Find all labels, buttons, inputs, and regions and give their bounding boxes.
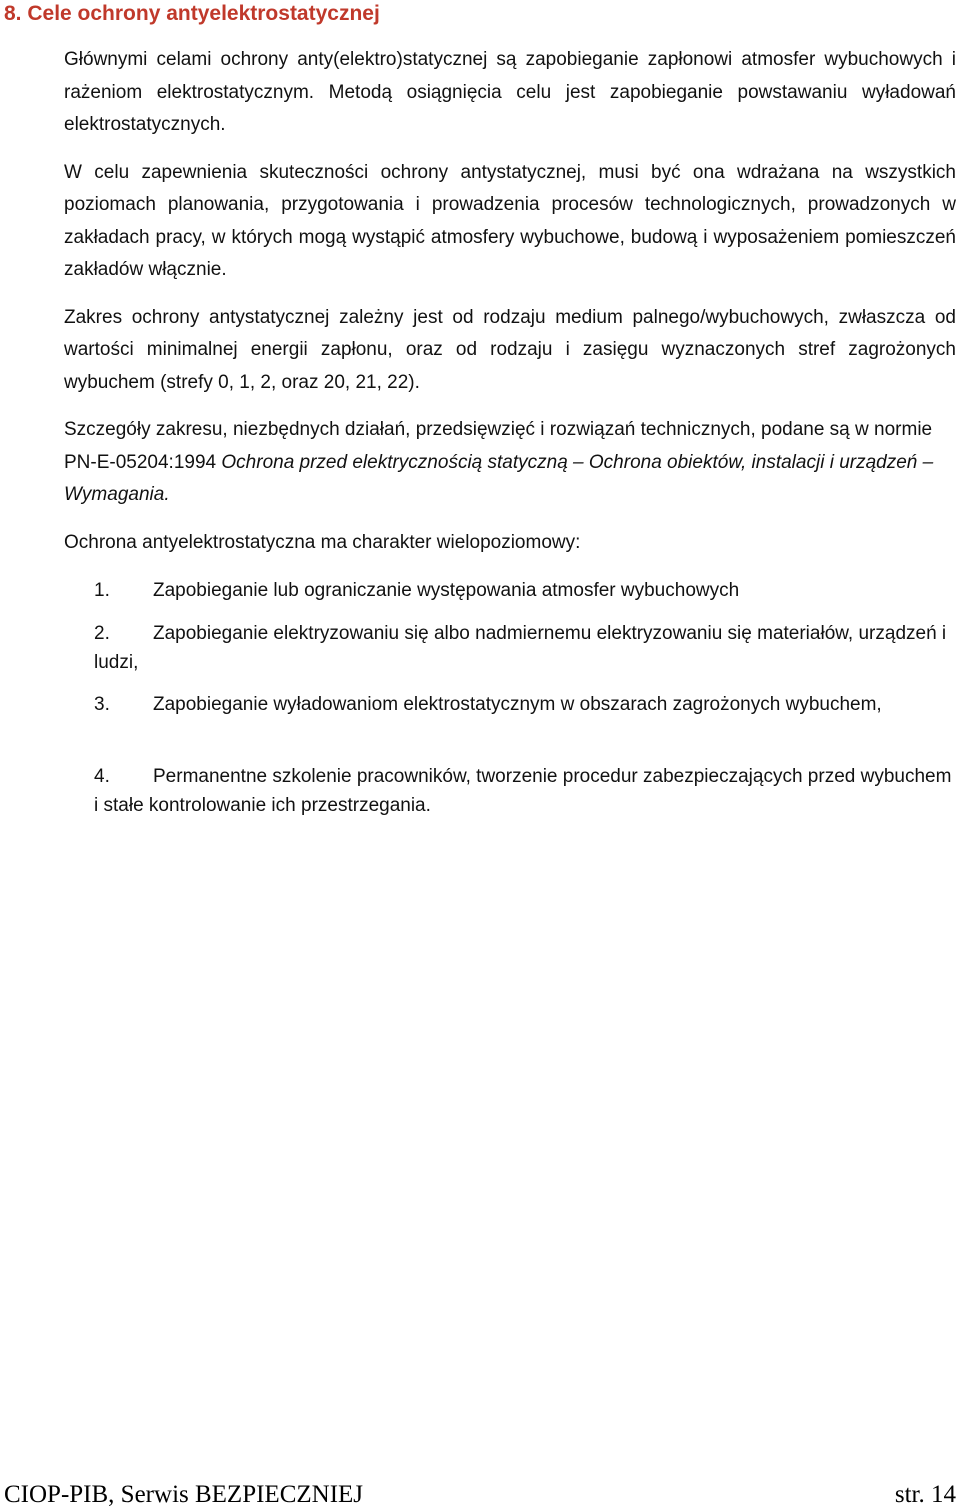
list-item <box>94 762 956 820</box>
section-heading: 8. Cele ochrony antyelektrostatycznej <box>4 2 380 25</box>
paragraph-scope: Zakres ochrony antystatycznej zależny jest od rodzaju medium palnego/wybuchowych, zwłaszcza od wartości minimalnej energii zapłonu, oraz od rodzaju i zasięgu wyznaczonych stref zagrożonych wybuchem (strefy 0, 1, 2, oraz 20, 21, 22). <box>64 306 956 393</box>
footer-publisher: CIOP-PIB, Serwis BEZPIECZNIEJ <box>4 1481 364 1508</box>
list-item-number: 1. <box>94 580 110 601</box>
list-item-number: 3. <box>94 694 110 715</box>
standard-title: Ochrona przed elektrycznością statyczną – Ochrona obiektów, instalacji i urządzeń – Wymagania. <box>64 451 934 505</box>
list-item-text: Zapobieganie wyładowaniom elektrostatycznym w obszarach zagrożonych wybuchem, <box>153 694 882 715</box>
list-item-text: Permanentne szkolenie pracowników, tworzenie procedur zabezpieczających przed wybuchem i stałe kontrolowanie ich przestrzegania. <box>94 766 952 816</box>
footer-page-number: str. 14 <box>894 1481 956 1508</box>
standard-lead-text: Szczegóły zakresu, niezbędnych działań, przedsięwzięć i rozwiązań technicznych, podane są w normie PN-E-05204:1994 <box>64 419 933 473</box>
list-item-number: 2. <box>94 623 110 644</box>
paragraph-goals: Głównymi celami ochrony anty(elektro)statycznej są zapobieganie zapłonowi atmosfer wybuchowych i rażeniom elektrostatycznym. Metodą osiągnięcia celu jest zapobieganie powstawaniu wyładowań elektrostatycznych. <box>64 49 956 135</box>
paragraph-implementation: W celu zapewnienia skuteczności ochrony antystatycznej, musi być ona wdrażana na wszystkich poziomach planowania, przygotowania i prowadzenia procesów technologicznych, prowadzonych w zakładach pracy, w których mogą wystąpić atmosfery wybuchowe, budową i wyposażeniem pomieszczeń zakładów włącznie. <box>64 161 956 280</box>
list-item <box>94 576 956 605</box>
list-item <box>94 619 956 677</box>
list-item-number: 4. <box>94 766 110 787</box>
list-item <box>94 690 956 719</box>
list-item-text: Zapobieganie elektryzowaniu się albo nadmiernemu elektryzowaniu się materiałów, urządzeń i ludzi, <box>94 623 947 673</box>
paragraph-standard <box>64 414 956 512</box>
paragraph-list-intro: Ochrona antyelektrostatyczna ma charakter wielopoziomowy: <box>64 531 581 553</box>
main-content <box>64 44 956 574</box>
list-item-text: Zapobieganie lub ograniczanie występowania atmosfer wybuchowych <box>153 580 740 601</box>
